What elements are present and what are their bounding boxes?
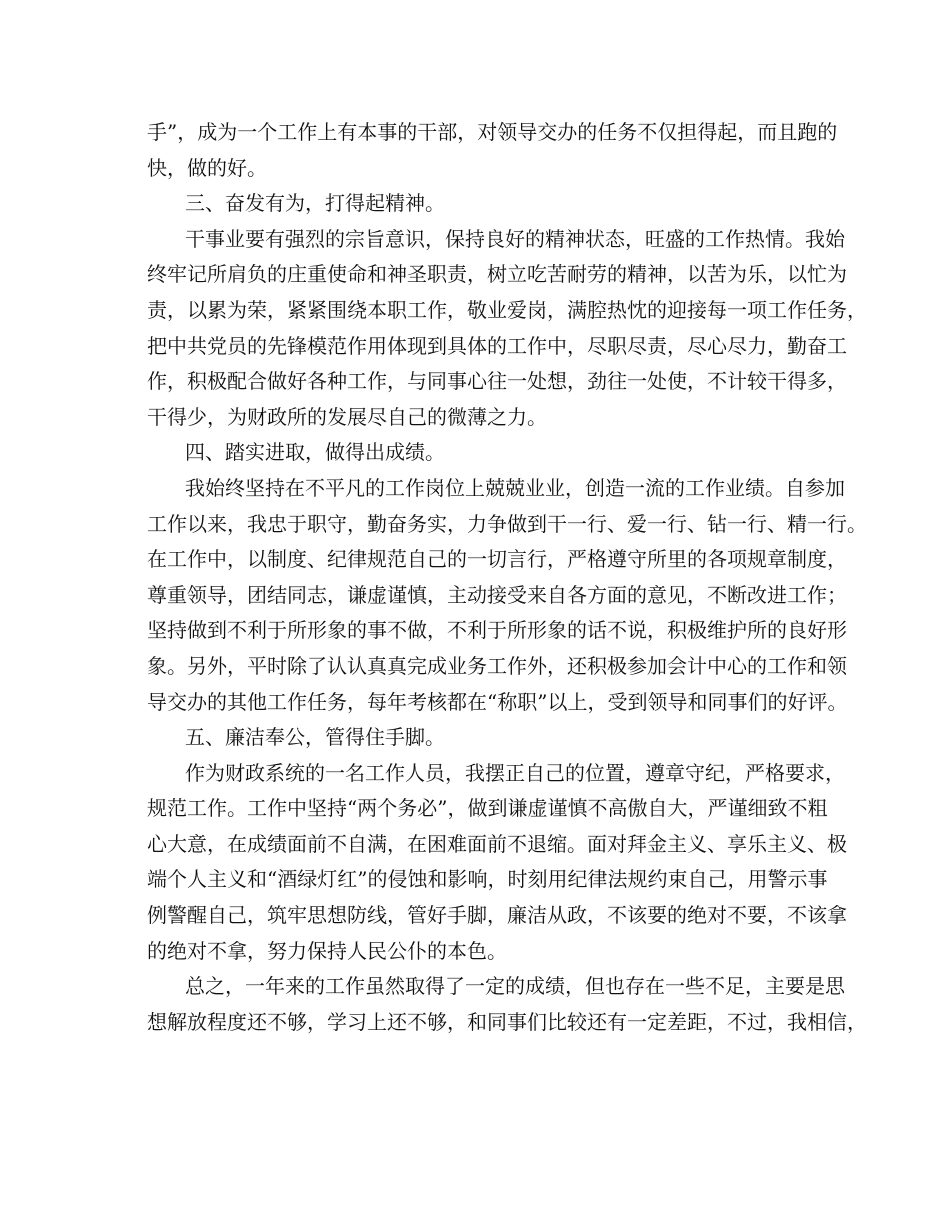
text-line: 总之，一年来的工作虽然取得了一定的成绩，但也存在一些不足，主要是思 bbox=[185, 974, 845, 999]
text-line: 心大意，在成绩面前不自满，在困难面前不退缩。面对拜金主义、享乐主义、极 bbox=[147, 831, 847, 856]
text-line: 的绝对不拿，努力保持人民公仆的本色。 bbox=[147, 938, 507, 963]
text-line: 例警醒自己，筑牢思想防线，管好手脚，廉洁从政，不该要的绝对不要，不该拿 bbox=[147, 903, 847, 928]
text-line: 四、踏实进取，做得出成绩。 bbox=[185, 440, 445, 465]
text-line: 干事业要有强烈的宗旨意识，保持良好的精神状态，旺盛的工作热情。我始 bbox=[185, 226, 845, 251]
text-line: 五、廉洁奉公，管得住手脚。 bbox=[185, 725, 445, 750]
text-line: 把中共党员的先锋模范作用体现到具体的工作中，尽职尽责，尽心尽力，勤奋工 bbox=[147, 333, 847, 358]
text-line: 干得少，为财政所的发展尽自己的微薄之力。 bbox=[147, 404, 547, 429]
text-line: 我始终坚持在不平凡的工作岗位上兢兢业业，创造一流的工作业绩。自参加 bbox=[185, 475, 845, 500]
text-line: 快，做的好。 bbox=[147, 155, 267, 180]
text-line: 责，以累为荣，紧紧围绕本职工作，敬业爱岗，满腔热忱的迎接每一项工作任务， bbox=[147, 297, 867, 322]
document-body bbox=[147, 115, 867, 1040]
text-line: 作，积极配合做好各种工作，与同事心往一处想，劲往一处使，不计较干得多， bbox=[147, 369, 847, 394]
text-line: 作为财政系统的一名工作人员，我摆正自己的位置，遵章守纪，严格要求， bbox=[185, 760, 845, 785]
text-line: 导交办的其他工作任务，每年考核都在“称职”以上，受到领导和同事们的好评。 bbox=[147, 689, 848, 714]
text-line: 端个人主义和“酒绿灯红”的侵蚀和影响，时刻用纪律法规约束自己，用警示事 bbox=[147, 867, 828, 892]
text-line: 工作以来，我忠于职守，勤奋务实，力争做到干一行、爱一行、钻一行、精一行。 bbox=[147, 511, 867, 536]
text-line: 坚持做到不利于所形象的事不做，不利于所形象的话不说，积极维护所的良好形 bbox=[147, 618, 847, 643]
text-line: 尊重领导，团结同志，谦虚谨慎，主动接受来自各方面的意见，不断改进工作； bbox=[147, 582, 847, 607]
text-line: 终牢记所肩负的庄重使命和神圣职责，树立吃苦耐劳的精神，以苦为乐，以忙为 bbox=[147, 262, 847, 287]
text-line: 规范工作。工作中坚持“两个务必”，做到谦虚谨慎不高傲自大，严谨细致不粗 bbox=[147, 796, 828, 821]
text-line: 在工作中，以制度、纪律规范自己的一切言行，严格遵守所里的各项规章制度， bbox=[147, 547, 847, 572]
text-line: 象。另外，平时除了认认真真完成业务工作外，还积极参加会计中心的工作和领 bbox=[147, 653, 847, 678]
text-line: 手”，成为一个工作上有本事的干部，对领导交办的任务不仅担得起，而且跑的 bbox=[147, 120, 838, 144]
text-line: 三、奋发有为，打得起精神。 bbox=[185, 191, 445, 216]
text-line: 想解放程度还不够，学习上还不够，和同事们比较还有一定差距，不过，我相信， bbox=[147, 1009, 867, 1034]
